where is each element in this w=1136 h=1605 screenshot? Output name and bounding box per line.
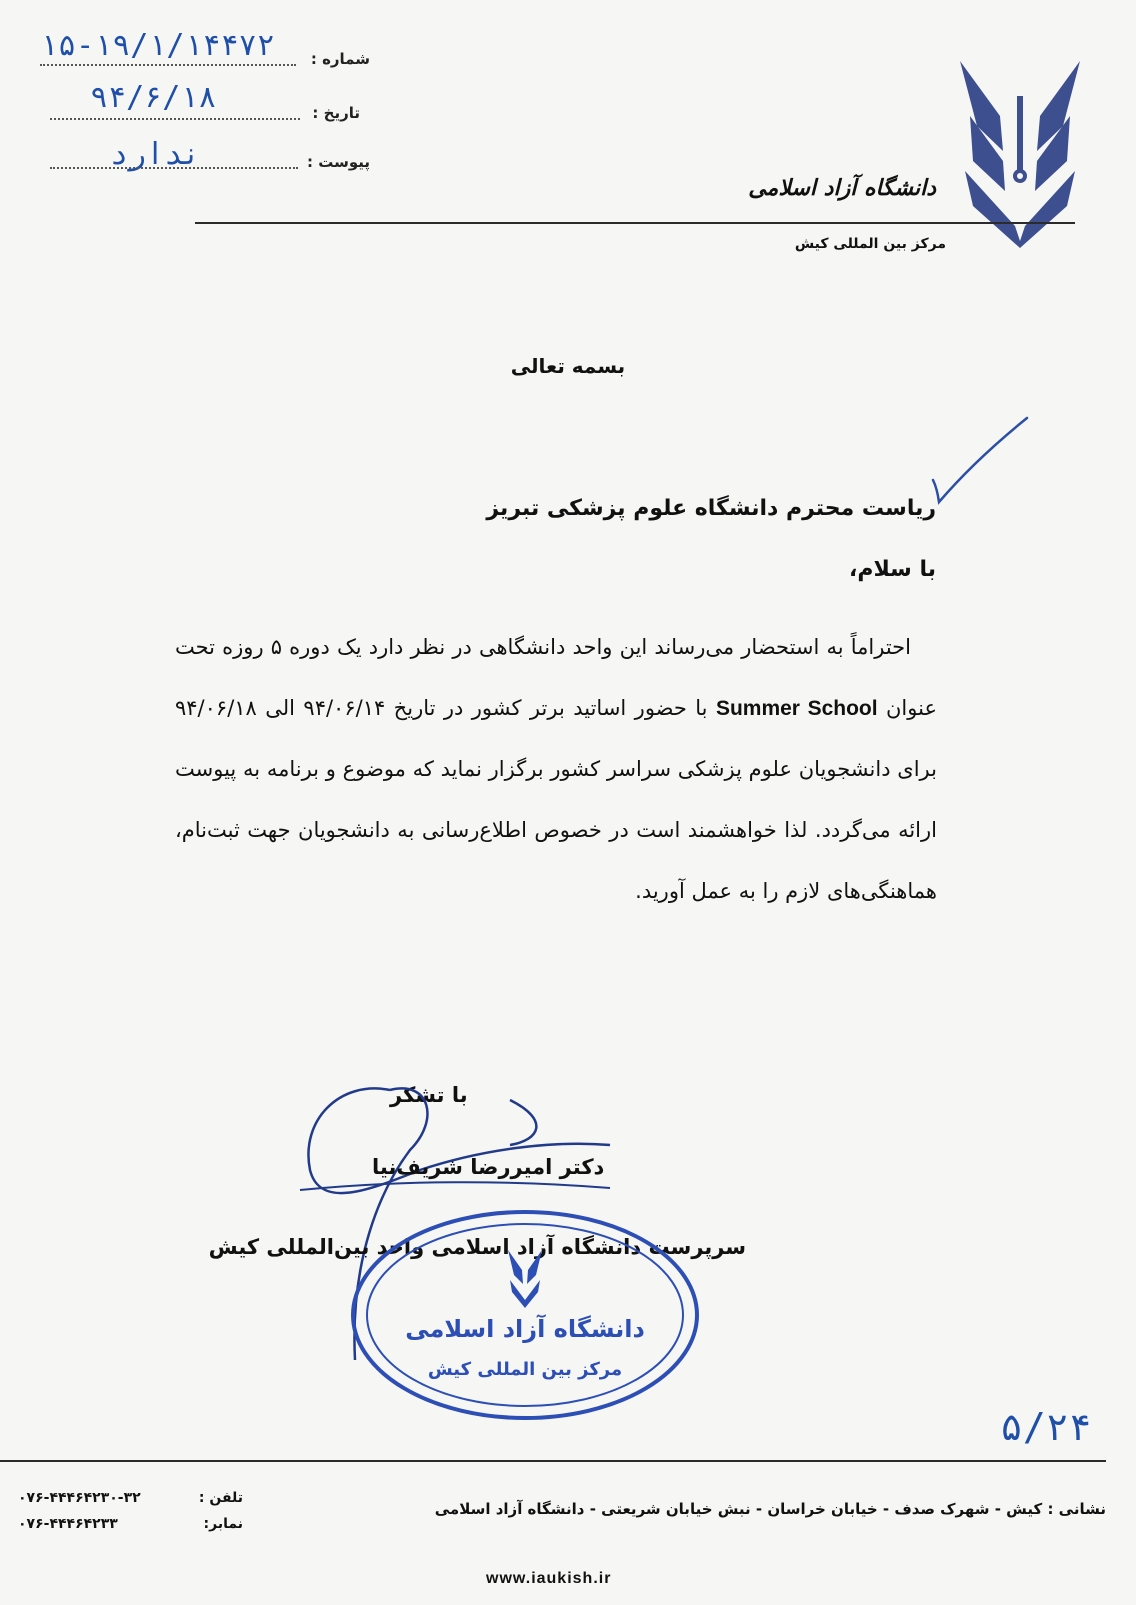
footer-address: نشانی : کیش - شهرک صدف - خیابان خراسان - نبش خیابان شریعتی - دانشگاه آزاد اسلامی <box>434 1500 1106 1518</box>
footer-fax-label: نمابر: <box>203 1516 243 1532</box>
footer-phone-label: تلفن : <box>198 1490 243 1506</box>
recipient: ریاست محترم دانشگاه علوم پزشکی تبریز <box>486 496 936 521</box>
greeting: با سلام، <box>848 557 936 582</box>
official-stamp <box>345 1205 705 1425</box>
letter-attachment-field <box>40 135 370 185</box>
letter-number-field <box>40 28 370 70</box>
signer-title: سرپرست دانشگاه آزاد اسلامی واحد بین‌المللی کیش <box>208 1235 746 1259</box>
university-name: دانشگاه آزاد اسلامی <box>748 175 936 201</box>
basmala-heading: بسمه تعالی <box>510 354 626 378</box>
handwritten-note: ۵/۲۴ <box>1000 1405 1092 1449</box>
letter-attachment-value: ندارد <box>110 137 201 172</box>
letter-body-part1: احتراماً به استحضار می‌رساند این واحد دانشگاهی در نظر دارد یک دوره ۵ روزه تحت عنوان <box>175 635 937 720</box>
letter-attachment-label: پیوست : <box>306 153 370 171</box>
stamp-line2: مرکز بین المللی کیش <box>427 1359 623 1380</box>
footer-fax-value: ۰۷۶-۴۴۴۶۴۲۳۳ <box>18 1516 118 1532</box>
letter-date-value: ۹۴/۶/۱۸ <box>90 80 217 115</box>
stamp-line1: دانشگاه آزاد اسلامی <box>405 1315 645 1343</box>
letter-date-label: تاریخ : <box>312 104 360 122</box>
letter-body-english: Summer School <box>715 697 878 720</box>
header-divider <box>195 222 1075 224</box>
checkmark-icon <box>925 410 1045 510</box>
footer-phone-value: ۰۷۶-۴۴۴۶۴۲۳۰-۳۲ <box>18 1490 141 1506</box>
letter-body <box>175 617 937 922</box>
footer-contact <box>18 1490 243 1550</box>
letter-body-part2: با حضور اساتید برتر کشور در تاریخ ۹۴/۰۶/۱۴ الی ۹۴/۰۶/۱۸ برای دانشجویان علوم پزشکی سراسر کشور برگزار نماید که موضوع و برنامه به پیوست ارائه می‌گردد. لذا خواهشمند است در خصوص اطلاع‌رسانی به دانشجویان جهت ثبت‌نام، هماهنگی‌های لازم را به عمل آورید. <box>175 696 937 903</box>
center-name: مرکز بین المللی کیش <box>794 236 946 252</box>
footer-divider <box>0 1460 1106 1462</box>
footer-website-link[interactable]: www.iaukish.ir <box>486 1570 612 1587</box>
signer-name: دکتر امیررضا شریف‌نیا <box>372 1155 605 1179</box>
letter-date-field <box>40 80 360 122</box>
letter-number-value: ۱۵-۱۹/۱/۱۴۴۷۲ <box>40 28 275 63</box>
closing-phrase: با تشکر <box>390 1083 468 1107</box>
letter-number-label: شماره : <box>310 50 370 68</box>
